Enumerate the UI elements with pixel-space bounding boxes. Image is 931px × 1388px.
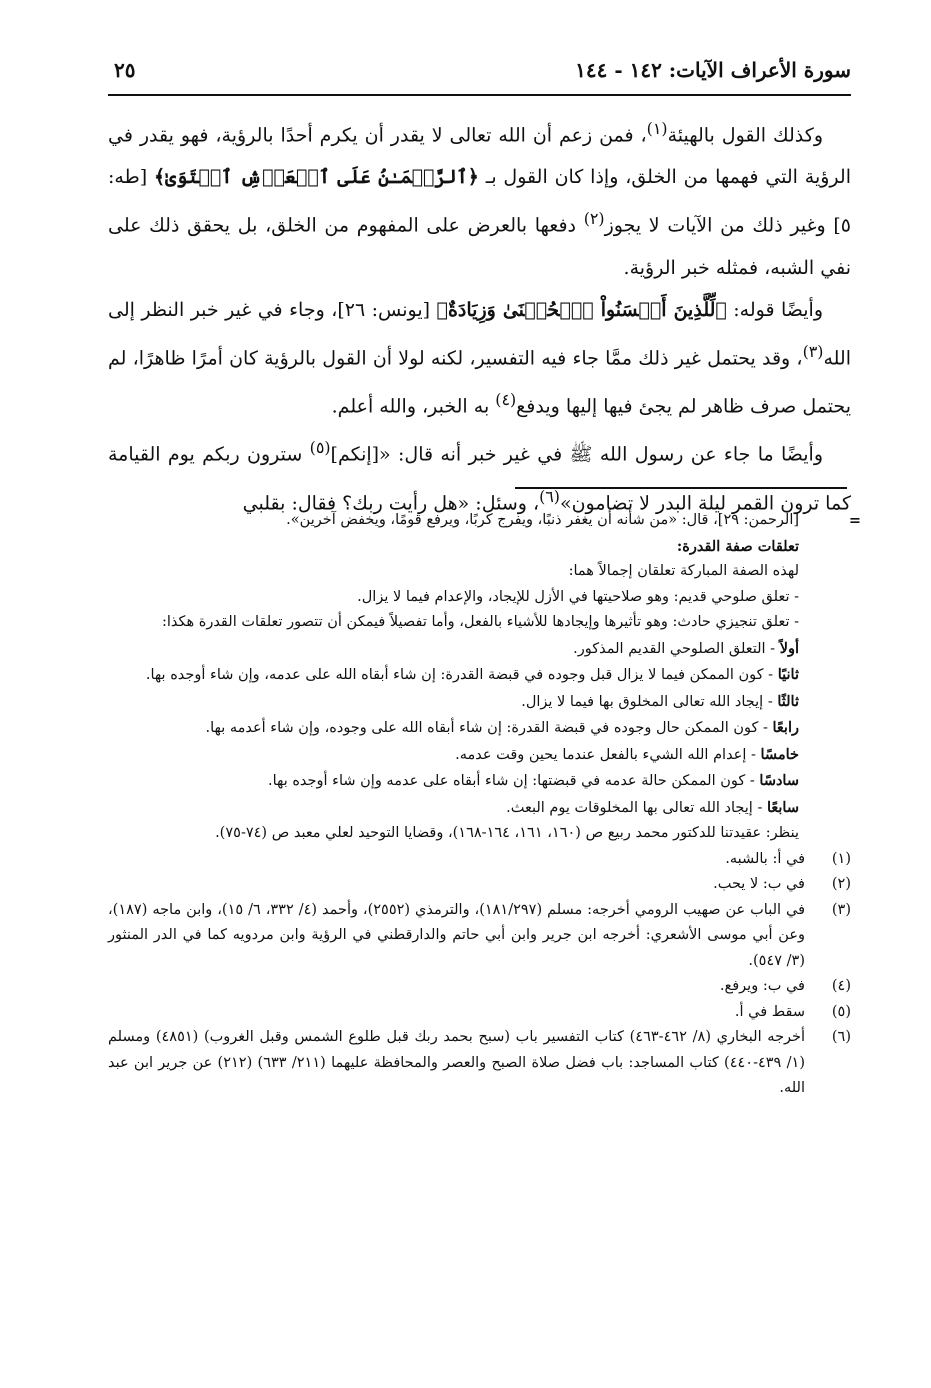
footnote-text: أخرجه البخاري (٨/ ٤٦٢-٤٦٣) كتاب التفسير باب (سبح بحمد ربك قبل طلوع الشمس وقبل الغروب) (٤٨٥١) ومسلم (١/ ٤٣٩-٤٤٠) كتاب المساجد: باب فضل صلاة الصبح والعصر والمحافظة عليهما (٢١١/ ٦٣٣) (٢١٢) عن جرير ابن عبد الله. [108,1029,806,1096]
footnote-number: (٥) [831,1003,851,1020]
text-run: دفعها بالعرض على المفهوم من الخلق، بل يحقق ذلك على نفي الشبه، فمثله خبر الرؤية. [108,214,851,279]
ordinal-text: - إعدام الله الشيء بالفعل عندما يحين وقت عدمه. [455,746,761,763]
ordinal-text: - كون الممكن حال وجوده في قبضة القدرة: إن شاء أبقاه الله على وجوده، وإن شاء أعدمه بها. [205,720,773,736]
ordinal-item [108,795,851,822]
footnote-1 [108,847,851,873]
footnote-6 [108,1025,851,1102]
ordinal-item [108,742,851,769]
ordinal-label: سابعًا [766,798,799,816]
text-run: وكذلك القول بالهيئة [667,124,823,147]
paragraph-1 [108,108,851,289]
ordinal-text: - كون الممكن حالة عدمه في قبضتها: إن شاء أبقاه على عدمه وإن شاء أوجده بها. [267,773,760,789]
text-run: ، فمن زعم أن الله تعالى لا يقدر أن يكرم أحدًا بالرؤية، فهو يقدر في الرؤية التي فهمها من الخلق، وإذا كان القول بـ [108,124,851,189]
ordinal-label: خامسًا [760,745,799,763]
page-number: ٢٥ [114,58,136,82]
text-run: سترون ربكم يوم القيامة كما ترون القمر ليلة البدر لا تضامون» [108,443,851,514]
footnote-text: سقط في أ. [734,1003,805,1020]
footnote-ref[interactable]: (١) [646,119,668,138]
footnote-text: في ب: ويرفع. [719,978,805,994]
footnote-ref[interactable]: (٦) [539,486,560,506]
text-run: وأيضًا ما جاء عن رسول الله ﷺ في غير خبر أنه قال: «[إنكم] [330,443,823,466]
ordinal-label: ثالثًا [777,692,799,710]
text-run: وأيضًا قوله: [726,298,824,321]
text-run: [يونس: ٢٦]، وجاء في غير خبر النظر إلى الله [108,298,851,369]
ordinal-label: رابعًا [772,719,799,736]
quran-verse: ﴿لِّلَّذِينَ أَحۡسَنُواْ ٱلۡحُسۡنَىٰ وَزِيَادَةٌ﴾ [436,298,727,321]
ordinal-label: سادسًا [759,772,799,789]
section-heading: تعلقات صفة القدرة: [676,537,799,555]
footnote-4 [108,974,851,1000]
ordinal-item [108,636,851,663]
text-run: ، وقد يحتمل غير ذلك ممَّا جاء فيه التفسير، لكنه لولا أن القول بالرؤية كان أمرًا ظاهرًا، لم يحتمل صرف ظاهر لم يجئ فيها إليها ويدفع [108,346,851,418]
footnote-5 [108,1000,851,1026]
text-run: ، وسئل: «هل رأيت ربك؟ فقال: بقلبي [242,491,540,514]
running-title: سورة الأعراف الآيات: ١٤٢ - ١٤٤ [575,58,851,82]
ordinal-text: - التعلق الصلوحي القديم المذكور. [573,640,780,657]
footnote-text: في الباب عن صهيب الرومي أخرجه: مسلم (١٨١/٢٩٧)، والترمذي (٢٥٥٢)، وأحمد (٤/ ٣٣٢، ٦/ ١٥)، وابن ماجه (١٨٧)، وعن أبي موسى الأشعري: أخرجه ابن جرير وابن أبي حاتم والدارقطني في الرؤية وابن مردويه كما في الدر المنثور (٣/ ٥٤٧). [108,901,805,969]
footnote-2 [108,872,851,898]
main-text [108,108,851,524]
paragraph-2 [108,289,851,428]
ordinal-item [108,715,851,742]
see-also: ينظر: عقيدتنا للدكتور محمد ربيع ص (١٦٠، ١٦١، ١٦٤-١٦٨)، وقضايا التوحيد لعلي معبد ص (٧٤-٧٥). [215,825,799,841]
continuation-text: [الرحمن: ٢٩]، قال: «من شأنه أن يغفر ذنبًا، ويفرج كربًا، ويرفع قومًا، ويخفض آخرين». [286,512,799,528]
footnote-number: (٦) [831,1029,851,1045]
ordinal-text: - إيجاد الله تعالى بها المخلوقات يوم البعث. [506,799,767,816]
text-run: به الخبر، والله أعلم. [331,395,496,418]
footnote-ref[interactable]: (٢) [583,209,605,229]
continuation-mark: = [848,512,861,529]
quran-verse: ﴿ٱلرَّحۡمَـٰنُ عَلَى ٱلۡعَرۡشِ ٱسۡتَوَىٰ﴾ [153,166,479,189]
page-header [108,52,851,96]
footnotes [108,508,861,1102]
footnote-number: (٤) [831,978,851,994]
ordinal-label: أولاً [779,639,799,657]
ordinal-item [108,662,851,689]
footnote-number: (٢) [831,876,851,892]
footnote-continuation [108,508,861,534]
bullet-item: - تعلق صلوحي قديم: وهو صلاحيتها في الأزل للإيجاد، والإعدام فيما لا يزال. [357,588,799,605]
footnote-number: (١) [831,850,851,867]
footnote-text: في ب: لا يحب. [713,876,805,892]
footnote-intro: لهذه الصفة المباركة تعلقان إجمالاً هما: [568,563,799,579]
ordinal-item [108,689,851,716]
footnote-text: في أ: بالشبه. [725,850,805,867]
footnote-3 [108,898,851,975]
footnote-ref[interactable]: (٤) [495,389,517,409]
bullet-item: - تعلق تنجيزي حادث: وهو تأثيرها وإيجادها للأشياء بالفعل، وأما تفصيلاً فيمكن أن تتصور تعلقات القدرة هكذا: [161,614,799,630]
ordinal-item [108,768,851,795]
ordinal-label: ثانيًا [777,666,799,683]
ordinal-text: - إيجاد الله تعالى المخلوق بها فيما لا يزال. [521,693,778,710]
footnote-number: (٣) [831,901,851,918]
footnote-separator [515,487,847,489]
footnote-ref[interactable]: (٣) [802,341,824,361]
text-run: [طه: ٥] وغير ذلك من الآيات لا يجوز [108,166,851,237]
footnote-ref[interactable]: (٥) [309,438,331,458]
ordinal-text: - كون الممكن فيما لا يزال قبل وجوده في قبضة القدرة: إن شاء أبقاه الله على عدمه، وإن شاء أوجده بها. [145,667,778,683]
